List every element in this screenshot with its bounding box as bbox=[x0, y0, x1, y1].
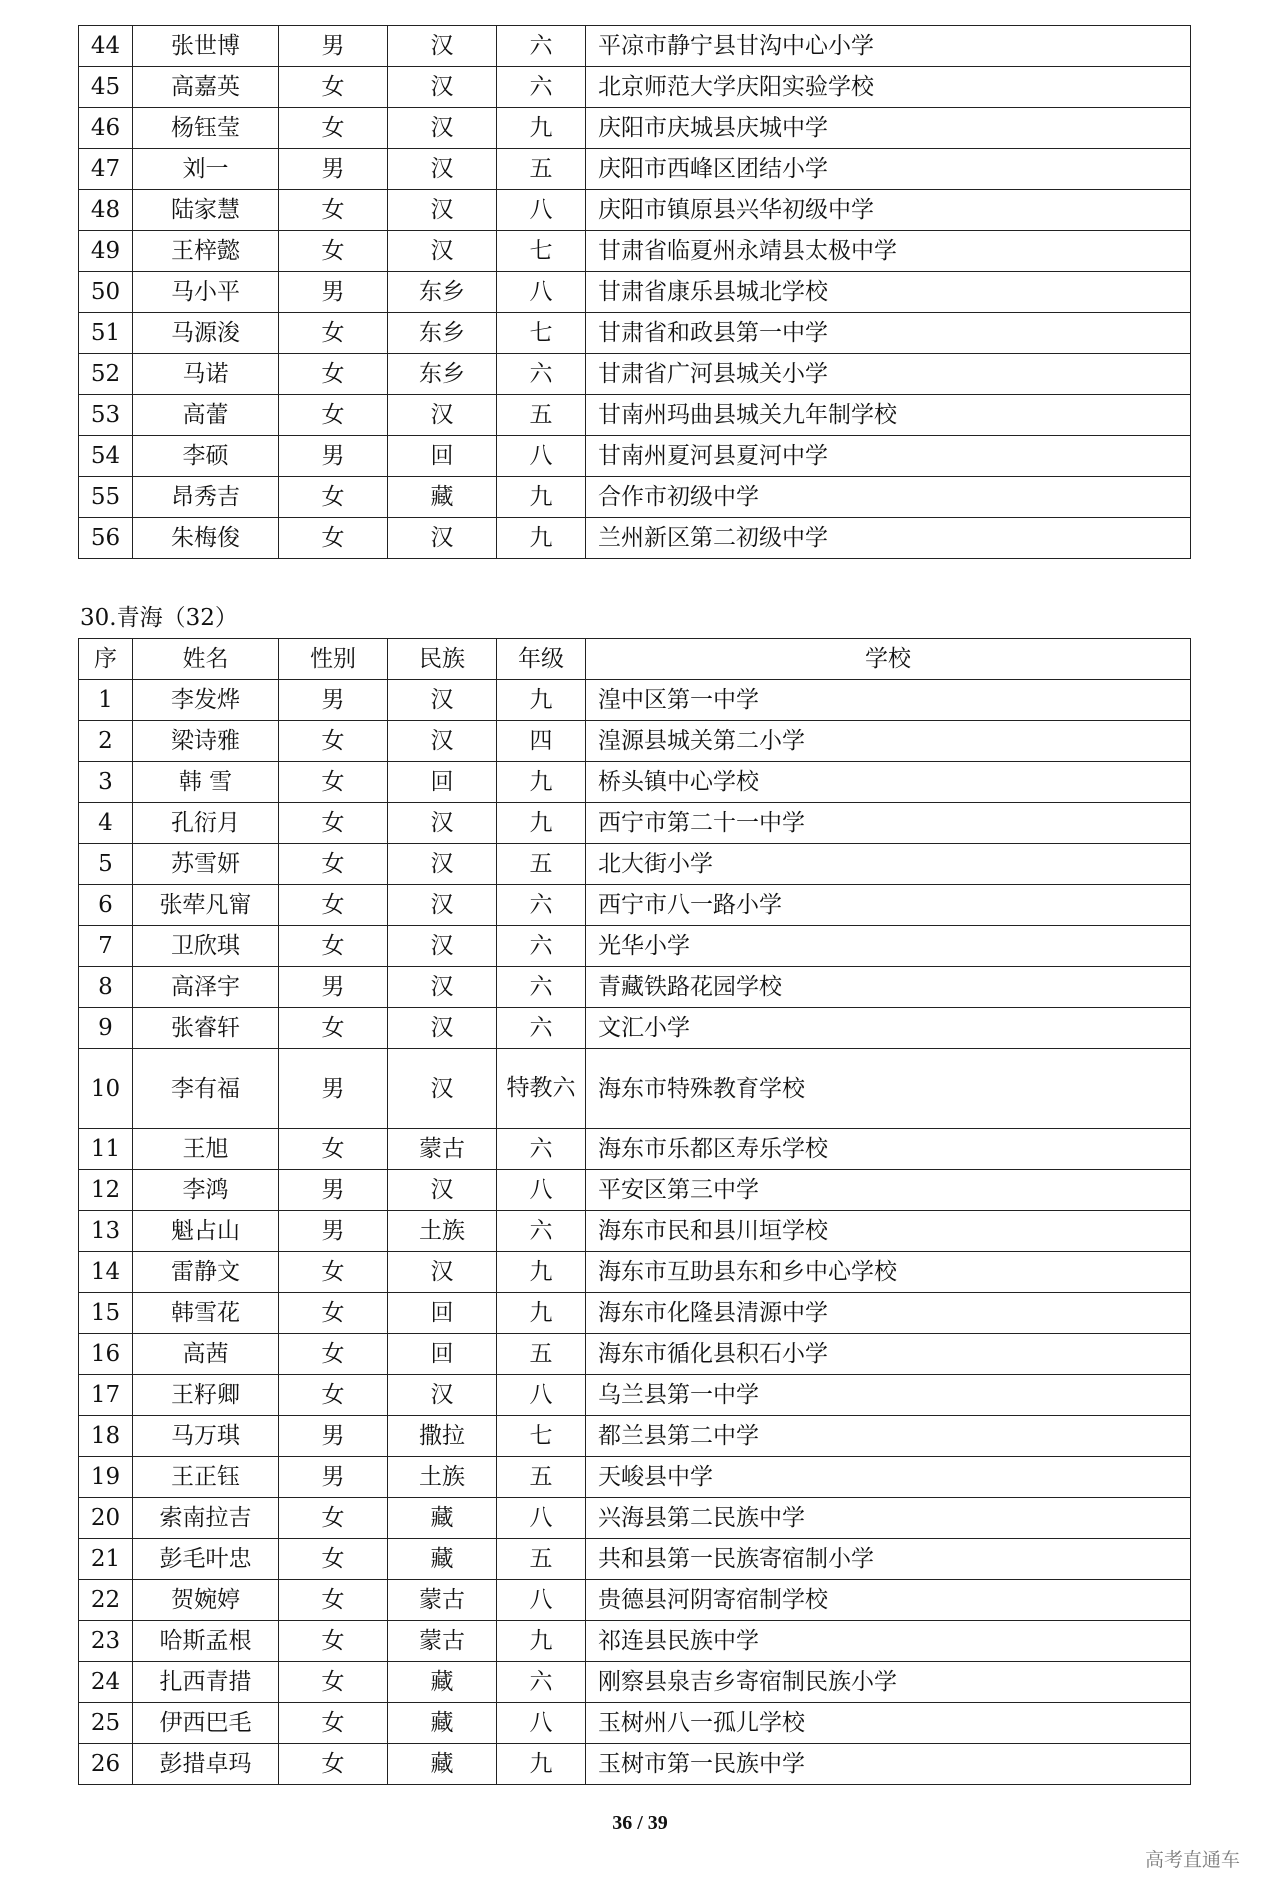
cell-grade: 七 bbox=[497, 313, 586, 354]
table-row bbox=[79, 1334, 1191, 1375]
cell-index: 17 bbox=[79, 1375, 133, 1416]
cell-name: 张世博 bbox=[133, 26, 279, 67]
cell-gender: 女 bbox=[279, 1252, 388, 1293]
cell-ethnicity: 汉 bbox=[388, 395, 497, 436]
cell-gender: 女 bbox=[279, 108, 388, 149]
cell-name: 昂秀吉 bbox=[133, 477, 279, 518]
header-row bbox=[79, 639, 1191, 680]
column-header: 学校 bbox=[586, 639, 1191, 680]
cell-index: 6 bbox=[79, 885, 133, 926]
cell-ethnicity: 汉 bbox=[388, 721, 497, 762]
cell-gender: 女 bbox=[279, 231, 388, 272]
cell-grade: 九 bbox=[497, 1744, 586, 1785]
cell-index: 49 bbox=[79, 231, 133, 272]
table-qinghai bbox=[78, 638, 1191, 1785]
cell-grade: 六 bbox=[497, 885, 586, 926]
cell-gender: 男 bbox=[279, 26, 388, 67]
page-number: 36 / 39 bbox=[612, 1812, 668, 1834]
table-row bbox=[79, 844, 1191, 885]
cell-index: 48 bbox=[79, 190, 133, 231]
cell-grade: 九 bbox=[497, 680, 586, 721]
cell-gender: 女 bbox=[279, 1008, 388, 1049]
cell-grade: 九 bbox=[497, 1252, 586, 1293]
cell-school: 共和县第一民族寄宿制小学 bbox=[586, 1539, 1191, 1580]
cell-ethnicity: 汉 bbox=[388, 1375, 497, 1416]
table-row bbox=[79, 885, 1191, 926]
cell-name: 哈斯孟根 bbox=[133, 1621, 279, 1662]
cell-gender: 男 bbox=[279, 272, 388, 313]
cell-grade: 六 bbox=[497, 67, 586, 108]
cell-ethnicity: 汉 bbox=[388, 231, 497, 272]
cell-gender: 女 bbox=[279, 1703, 388, 1744]
cell-gender: 女 bbox=[279, 518, 388, 559]
cell-index: 24 bbox=[79, 1662, 133, 1703]
cell-name: 李有福 bbox=[133, 1049, 279, 1129]
cell-name: 马诺 bbox=[133, 354, 279, 395]
table-row bbox=[79, 1252, 1191, 1293]
cell-school: 海东市乐都区寿乐学校 bbox=[586, 1129, 1191, 1170]
table-row bbox=[79, 1744, 1191, 1785]
column-header: 姓名 bbox=[133, 639, 279, 680]
cell-index: 18 bbox=[79, 1416, 133, 1457]
cell-index: 52 bbox=[79, 354, 133, 395]
cell-index: 20 bbox=[79, 1498, 133, 1539]
cell-ethnicity: 土族 bbox=[388, 1457, 497, 1498]
cell-index: 23 bbox=[79, 1621, 133, 1662]
cell-ethnicity: 撒拉 bbox=[388, 1416, 497, 1457]
cell-school: 庆阳市庆城县庆城中学 bbox=[586, 108, 1191, 149]
cell-ethnicity: 回 bbox=[388, 1293, 497, 1334]
cell-ethnicity: 藏 bbox=[388, 1539, 497, 1580]
cell-ethnicity: 东乡 bbox=[388, 354, 497, 395]
cell-gender: 男 bbox=[279, 149, 388, 190]
cell-gender: 男 bbox=[279, 1211, 388, 1252]
cell-ethnicity: 东乡 bbox=[388, 313, 497, 354]
cell-name: 韩雪花 bbox=[133, 1293, 279, 1334]
cell-school: 湟源县城关第二小学 bbox=[586, 721, 1191, 762]
cell-grade: 九 bbox=[497, 518, 586, 559]
cell-name: 彭毛叶忠 bbox=[133, 1539, 279, 1580]
table-row bbox=[79, 149, 1191, 190]
cell-grade: 六 bbox=[497, 1211, 586, 1252]
cell-name: 高泽宇 bbox=[133, 967, 279, 1008]
table-row bbox=[79, 803, 1191, 844]
cell-gender: 女 bbox=[279, 926, 388, 967]
cell-name: 高蕾 bbox=[133, 395, 279, 436]
table-row bbox=[79, 477, 1191, 518]
cell-ethnicity: 汉 bbox=[388, 67, 497, 108]
cell-grade: 六 bbox=[497, 1129, 586, 1170]
table-row bbox=[79, 1008, 1191, 1049]
cell-index: 16 bbox=[79, 1334, 133, 1375]
cell-grade: 特教六 bbox=[497, 1049, 586, 1129]
cell-grade: 九 bbox=[497, 1621, 586, 1662]
cell-index: 51 bbox=[79, 313, 133, 354]
cell-ethnicity: 土族 bbox=[388, 1211, 497, 1252]
cell-index: 9 bbox=[79, 1008, 133, 1049]
cell-name: 马小平 bbox=[133, 272, 279, 313]
cell-name: 李硕 bbox=[133, 436, 279, 477]
cell-index: 44 bbox=[79, 26, 133, 67]
cell-name: 贺婉婷 bbox=[133, 1580, 279, 1621]
cell-ethnicity: 汉 bbox=[388, 680, 497, 721]
cell-ethnicity: 藏 bbox=[388, 477, 497, 518]
cell-gender: 女 bbox=[279, 1334, 388, 1375]
cell-name: 张睿轩 bbox=[133, 1008, 279, 1049]
cell-index: 2 bbox=[79, 721, 133, 762]
cell-gender: 女 bbox=[279, 313, 388, 354]
column-header: 性别 bbox=[279, 639, 388, 680]
cell-index: 14 bbox=[79, 1252, 133, 1293]
cell-ethnicity: 汉 bbox=[388, 1049, 497, 1129]
cell-ethnicity: 汉 bbox=[388, 1008, 497, 1049]
cell-grade: 九 bbox=[497, 477, 586, 518]
table-row bbox=[79, 518, 1191, 559]
cell-school: 光华小学 bbox=[586, 926, 1191, 967]
cell-gender: 男 bbox=[279, 680, 388, 721]
cell-name: 朱梅俊 bbox=[133, 518, 279, 559]
cell-index: 46 bbox=[79, 108, 133, 149]
cell-index: 53 bbox=[79, 395, 133, 436]
cell-grade: 八 bbox=[497, 1498, 586, 1539]
table-row bbox=[79, 354, 1191, 395]
cell-ethnicity: 蒙古 bbox=[388, 1129, 497, 1170]
watermark: 高考直通车 bbox=[1144, 1849, 1240, 1871]
cell-index: 55 bbox=[79, 477, 133, 518]
cell-ethnicity: 蒙古 bbox=[388, 1580, 497, 1621]
table-row bbox=[79, 1498, 1191, 1539]
cell-index: 5 bbox=[79, 844, 133, 885]
cell-gender: 女 bbox=[279, 762, 388, 803]
cell-school: 海东市化隆县清源中学 bbox=[586, 1293, 1191, 1334]
cell-school: 兰州新区第二初级中学 bbox=[586, 518, 1191, 559]
cell-grade: 九 bbox=[497, 803, 586, 844]
cell-school: 玉树州八一孤儿学校 bbox=[586, 1703, 1191, 1744]
cell-school: 合作市初级中学 bbox=[586, 477, 1191, 518]
cell-name: 魁占山 bbox=[133, 1211, 279, 1252]
cell-name: 杨钰莹 bbox=[133, 108, 279, 149]
table-row bbox=[79, 1211, 1191, 1252]
cell-name: 王正钰 bbox=[133, 1457, 279, 1498]
cell-name: 王旭 bbox=[133, 1129, 279, 1170]
cell-school: 甘肃省和政县第一中学 bbox=[586, 313, 1191, 354]
cell-grade: 九 bbox=[497, 762, 586, 803]
table-row bbox=[79, 1129, 1191, 1170]
cell-ethnicity: 汉 bbox=[388, 108, 497, 149]
cell-index: 3 bbox=[79, 762, 133, 803]
cell-name: 高嘉英 bbox=[133, 67, 279, 108]
cell-name: 李发烨 bbox=[133, 680, 279, 721]
cell-name: 马源浚 bbox=[133, 313, 279, 354]
cell-index: 45 bbox=[79, 67, 133, 108]
cell-gender: 女 bbox=[279, 803, 388, 844]
cell-name: 孔衍月 bbox=[133, 803, 279, 844]
cell-school: 西宁市八一路小学 bbox=[586, 885, 1191, 926]
cell-name: 王籽卿 bbox=[133, 1375, 279, 1416]
cell-ethnicity: 汉 bbox=[388, 190, 497, 231]
cell-school: 刚察县泉吉乡寄宿制民族小学 bbox=[586, 1662, 1191, 1703]
cell-grade: 五 bbox=[497, 844, 586, 885]
column-header: 序 bbox=[79, 639, 133, 680]
table-row bbox=[79, 313, 1191, 354]
cell-gender: 女 bbox=[279, 1662, 388, 1703]
table-row bbox=[79, 1416, 1191, 1457]
cell-ethnicity: 汉 bbox=[388, 518, 497, 559]
cell-ethnicity: 藏 bbox=[388, 1744, 497, 1785]
cell-gender: 男 bbox=[279, 1170, 388, 1211]
cell-grade: 九 bbox=[497, 108, 586, 149]
cell-ethnicity: 汉 bbox=[388, 967, 497, 1008]
cell-gender: 女 bbox=[279, 1621, 388, 1662]
cell-grade: 五 bbox=[497, 1539, 586, 1580]
cell-name: 李鸿 bbox=[133, 1170, 279, 1211]
table-row bbox=[79, 1457, 1191, 1498]
table-row bbox=[79, 108, 1191, 149]
cell-ethnicity: 藏 bbox=[388, 1498, 497, 1539]
cell-ethnicity: 汉 bbox=[388, 926, 497, 967]
cell-school: 贵德县河阴寄宿制学校 bbox=[586, 1580, 1191, 1621]
cell-school: 甘肃省广河县城关小学 bbox=[586, 354, 1191, 395]
cell-grade: 六 bbox=[497, 354, 586, 395]
cell-ethnicity: 藏 bbox=[388, 1703, 497, 1744]
cell-gender: 男 bbox=[279, 1457, 388, 1498]
cell-name: 马万琪 bbox=[133, 1416, 279, 1457]
cell-grade: 九 bbox=[497, 1293, 586, 1334]
table-row bbox=[79, 1375, 1191, 1416]
cell-school: 西宁市第二十一中学 bbox=[586, 803, 1191, 844]
cell-school: 桥头镇中心学校 bbox=[586, 762, 1191, 803]
cell-name: 彭措卓玛 bbox=[133, 1744, 279, 1785]
cell-index: 11 bbox=[79, 1129, 133, 1170]
table-row bbox=[79, 26, 1191, 67]
cell-gender: 女 bbox=[279, 885, 388, 926]
cell-ethnicity: 回 bbox=[388, 436, 497, 477]
cell-ethnicity: 回 bbox=[388, 1334, 497, 1375]
cell-school: 海东市特殊教育学校 bbox=[586, 1049, 1191, 1129]
cell-school: 北大街小学 bbox=[586, 844, 1191, 885]
table-row bbox=[79, 967, 1191, 1008]
cell-index: 56 bbox=[79, 518, 133, 559]
table-row bbox=[79, 721, 1191, 762]
cell-school: 都兰县第二中学 bbox=[586, 1416, 1191, 1457]
cell-grade: 五 bbox=[497, 1334, 586, 1375]
table-row bbox=[79, 762, 1191, 803]
cell-gender: 女 bbox=[279, 1498, 388, 1539]
table-row bbox=[79, 1621, 1191, 1662]
cell-gender: 女 bbox=[279, 1580, 388, 1621]
cell-school: 文汇小学 bbox=[586, 1008, 1191, 1049]
cell-index: 54 bbox=[79, 436, 133, 477]
cell-gender: 女 bbox=[279, 1539, 388, 1580]
cell-index: 15 bbox=[79, 1293, 133, 1334]
cell-ethnicity: 蒙古 bbox=[388, 1621, 497, 1662]
cell-school: 平凉市静宁县甘沟中心小学 bbox=[586, 26, 1191, 67]
cell-ethnicity: 汉 bbox=[388, 1252, 497, 1293]
cell-gender: 男 bbox=[279, 967, 388, 1008]
table-row bbox=[79, 1539, 1191, 1580]
table-row bbox=[79, 680, 1191, 721]
table-row bbox=[79, 1703, 1191, 1744]
cell-name: 索南拉吉 bbox=[133, 1498, 279, 1539]
cell-grade: 五 bbox=[497, 149, 586, 190]
cell-ethnicity: 藏 bbox=[388, 1662, 497, 1703]
cell-grade: 六 bbox=[497, 1662, 586, 1703]
cell-school: 北京师范大学庆阳实验学校 bbox=[586, 67, 1191, 108]
cell-name: 张荦凡甯 bbox=[133, 885, 279, 926]
cell-ethnicity: 汉 bbox=[388, 885, 497, 926]
table-row bbox=[79, 1293, 1191, 1334]
table-row bbox=[79, 231, 1191, 272]
cell-grade: 六 bbox=[497, 26, 586, 67]
cell-grade: 八 bbox=[497, 1170, 586, 1211]
cell-grade: 五 bbox=[497, 395, 586, 436]
cell-name: 高茜 bbox=[133, 1334, 279, 1375]
cell-school: 庆阳市西峰区团结小学 bbox=[586, 149, 1191, 190]
cell-grade: 八 bbox=[497, 1375, 586, 1416]
cell-school: 甘南州玛曲县城关九年制学校 bbox=[586, 395, 1191, 436]
cell-index: 22 bbox=[79, 1580, 133, 1621]
cell-index: 50 bbox=[79, 272, 133, 313]
cell-index: 1 bbox=[79, 680, 133, 721]
cell-school: 祁连县民族中学 bbox=[586, 1621, 1191, 1662]
cell-grade: 八 bbox=[497, 190, 586, 231]
cell-index: 21 bbox=[79, 1539, 133, 1580]
cell-grade: 七 bbox=[497, 231, 586, 272]
cell-gender: 女 bbox=[279, 190, 388, 231]
cell-grade: 四 bbox=[497, 721, 586, 762]
cell-name: 刘一 bbox=[133, 149, 279, 190]
cell-grade: 八 bbox=[497, 1703, 586, 1744]
cell-grade: 五 bbox=[497, 1457, 586, 1498]
cell-grade: 六 bbox=[497, 926, 586, 967]
cell-school: 平安区第三中学 bbox=[586, 1170, 1191, 1211]
cell-gender: 男 bbox=[279, 436, 388, 477]
cell-index: 13 bbox=[79, 1211, 133, 1252]
cell-grade: 六 bbox=[497, 967, 586, 1008]
cell-school: 兴海县第二民族中学 bbox=[586, 1498, 1191, 1539]
cell-index: 12 bbox=[79, 1170, 133, 1211]
cell-index: 4 bbox=[79, 803, 133, 844]
cell-grade: 八 bbox=[497, 436, 586, 477]
cell-gender: 女 bbox=[279, 354, 388, 395]
cell-gender: 女 bbox=[279, 844, 388, 885]
section-heading: 30.青海（32） bbox=[80, 605, 238, 631]
cell-school: 玉树市第一民族中学 bbox=[586, 1744, 1191, 1785]
table-row bbox=[79, 436, 1191, 477]
cell-ethnicity: 汉 bbox=[388, 803, 497, 844]
cell-ethnicity: 东乡 bbox=[388, 272, 497, 313]
cell-school: 海东市循化县积石小学 bbox=[586, 1334, 1191, 1375]
cell-grade: 七 bbox=[497, 1416, 586, 1457]
cell-school: 甘肃省康乐县城北学校 bbox=[586, 272, 1191, 313]
table-row bbox=[79, 926, 1191, 967]
cell-school: 青藏铁路花园学校 bbox=[586, 967, 1191, 1008]
cell-name: 伊西巴毛 bbox=[133, 1703, 279, 1744]
cell-school: 天峻县中学 bbox=[586, 1457, 1191, 1498]
cell-gender: 女 bbox=[279, 1129, 388, 1170]
column-header: 民族 bbox=[388, 639, 497, 680]
cell-index: 47 bbox=[79, 149, 133, 190]
cell-name: 梁诗雅 bbox=[133, 721, 279, 762]
cell-ethnicity: 汉 bbox=[388, 844, 497, 885]
cell-name: 王梓懿 bbox=[133, 231, 279, 272]
cell-school: 海东市民和县川垣学校 bbox=[586, 1211, 1191, 1252]
cell-ethnicity: 汉 bbox=[388, 1170, 497, 1211]
table-row bbox=[79, 1580, 1191, 1621]
cell-index: 8 bbox=[79, 967, 133, 1008]
cell-school: 湟中区第一中学 bbox=[586, 680, 1191, 721]
cell-school: 甘肃省临夏州永靖县太极中学 bbox=[586, 231, 1191, 272]
cell-ethnicity: 回 bbox=[388, 762, 497, 803]
cell-school: 庆阳市镇原县兴华初级中学 bbox=[586, 190, 1191, 231]
column-header: 年级 bbox=[497, 639, 586, 680]
cell-grade: 八 bbox=[497, 272, 586, 313]
cell-gender: 男 bbox=[279, 1049, 388, 1129]
cell-gender: 女 bbox=[279, 477, 388, 518]
cell-name: 雷静文 bbox=[133, 1252, 279, 1293]
cell-index: 25 bbox=[79, 1703, 133, 1744]
cell-grade: 八 bbox=[497, 1580, 586, 1621]
table-row bbox=[79, 395, 1191, 436]
cell-gender: 女 bbox=[279, 1744, 388, 1785]
cell-index: 7 bbox=[79, 926, 133, 967]
table-row bbox=[79, 1662, 1191, 1703]
cell-gender: 男 bbox=[279, 1416, 388, 1457]
table-row bbox=[79, 272, 1191, 313]
cell-index: 10 bbox=[79, 1049, 133, 1129]
cell-name: 韩 雪 bbox=[133, 762, 279, 803]
cell-gender: 女 bbox=[279, 395, 388, 436]
cell-index: 19 bbox=[79, 1457, 133, 1498]
table-row bbox=[79, 1049, 1191, 1129]
cell-gender: 女 bbox=[279, 67, 388, 108]
cell-school: 乌兰县第一中学 bbox=[586, 1375, 1191, 1416]
cell-gender: 女 bbox=[279, 1375, 388, 1416]
cell-gender: 女 bbox=[279, 721, 388, 762]
table-row bbox=[79, 67, 1191, 108]
cell-index: 26 bbox=[79, 1744, 133, 1785]
cell-name: 扎西青措 bbox=[133, 1662, 279, 1703]
table-top bbox=[78, 25, 1191, 559]
cell-name: 陆家慧 bbox=[133, 190, 279, 231]
cell-gender: 女 bbox=[279, 1293, 388, 1334]
cell-ethnicity: 汉 bbox=[388, 149, 497, 190]
cell-name: 苏雪妍 bbox=[133, 844, 279, 885]
cell-school: 海东市互助县东和乡中心学校 bbox=[586, 1252, 1191, 1293]
cell-ethnicity: 汉 bbox=[388, 26, 497, 67]
table-row bbox=[79, 190, 1191, 231]
cell-grade: 六 bbox=[497, 1008, 586, 1049]
cell-name: 卫欣琪 bbox=[133, 926, 279, 967]
cell-school: 甘南州夏河县夏河中学 bbox=[586, 436, 1191, 477]
table-row bbox=[79, 1170, 1191, 1211]
